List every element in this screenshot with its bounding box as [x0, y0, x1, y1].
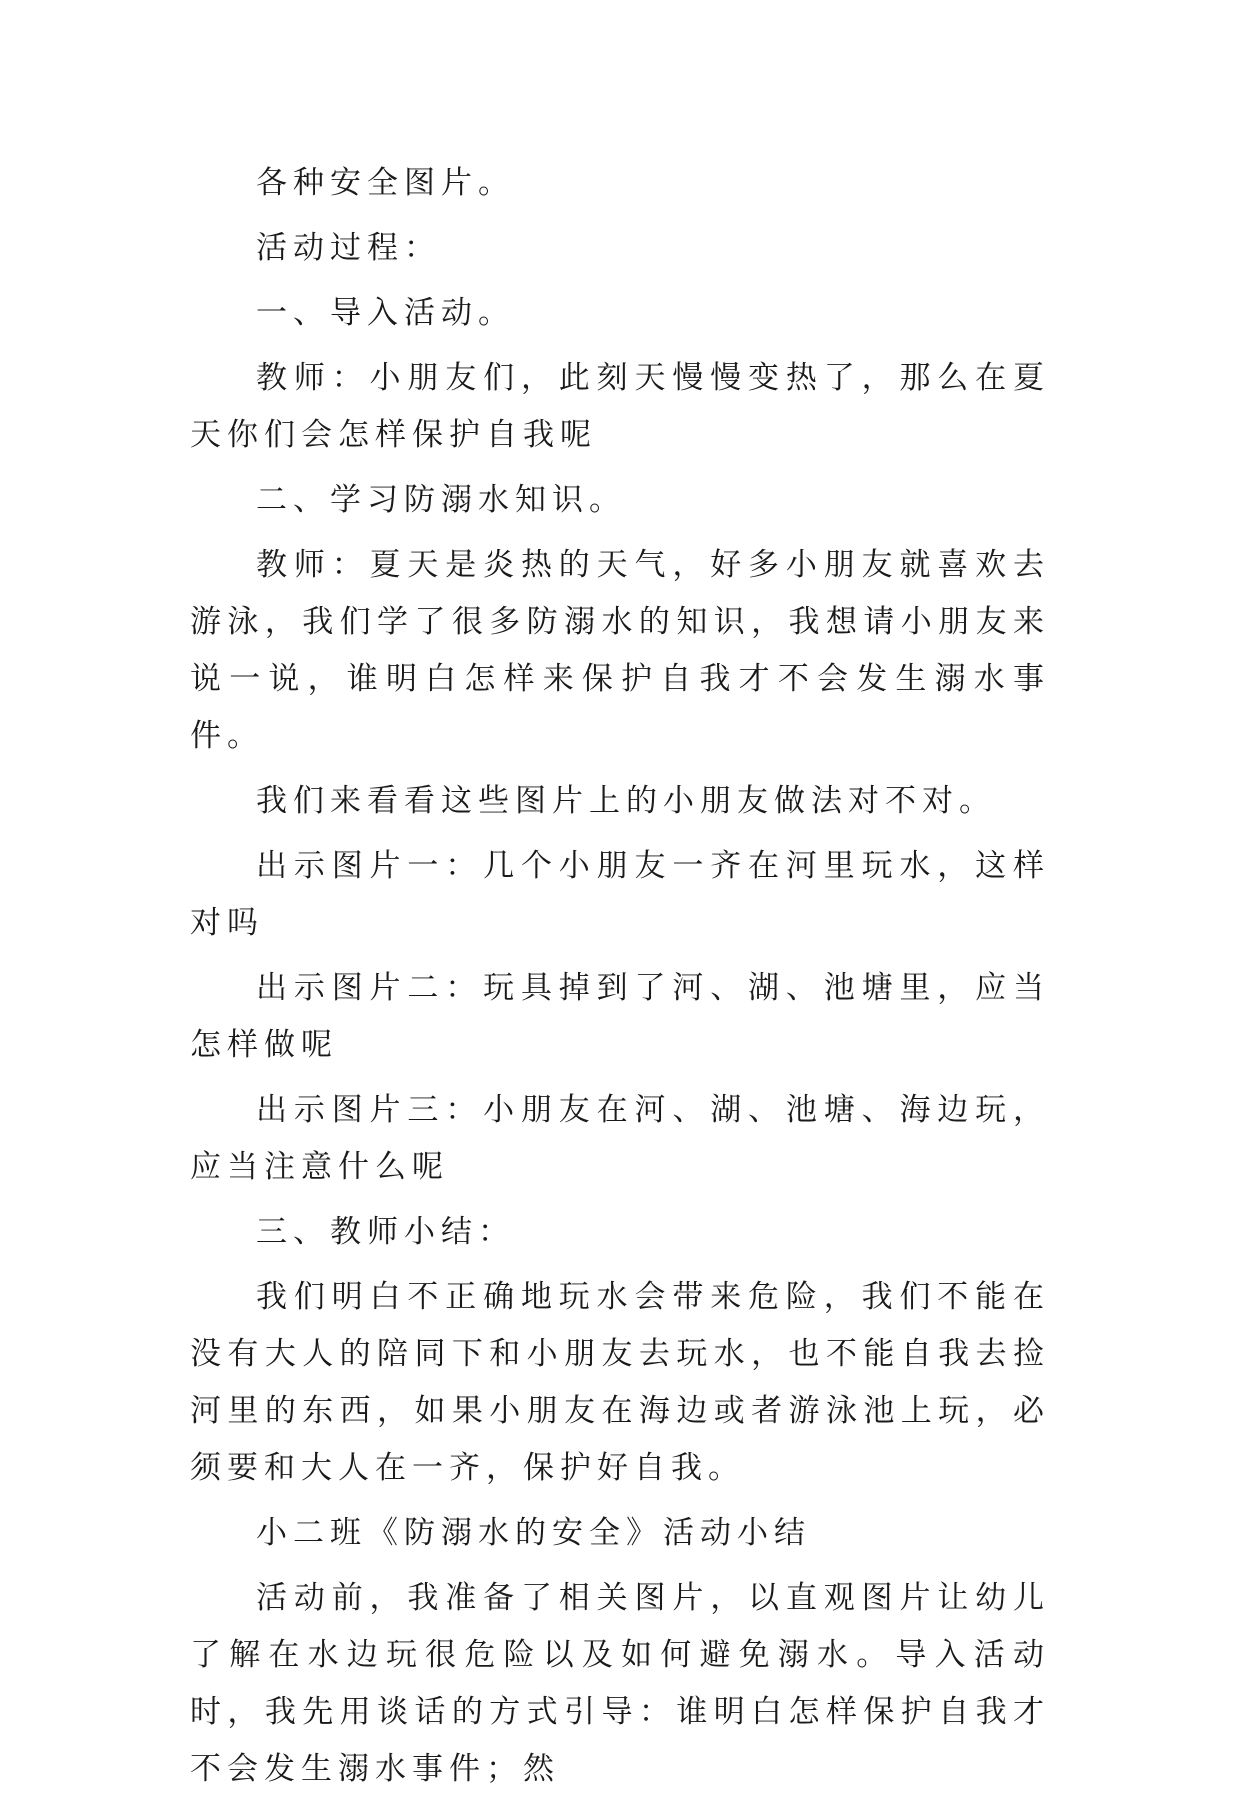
- paragraph-section-two-heading: 二、学习防溺水知识。: [256, 482, 626, 518]
- paragraph-section-one-heading: 一、导入活动。: [256, 295, 515, 331]
- paragraph-teacher-summary: 我们明白不正确地玩水会带来危险，我们不能在没有大人的陪同下和小朋友去玩水，也不能自我去捡河里的东西，如果小朋友在海边或者游泳池上玩，必须要和大人在一齐，保护好自我。: [190, 1279, 1050, 1486]
- paragraph-look-at-pictures: 我们来看看这些图片上的小朋友做法对不对。: [256, 783, 996, 819]
- paragraph-section-three-heading: 三、教师小结：: [256, 1214, 515, 1250]
- paragraph-picture-two: 出示图片二：玩具掉到了河、湖、池塘里，应当怎样做呢: [190, 970, 1050, 1063]
- paragraph-picture-three: 出示图片三：小朋友在河、湖、池塘、海边玩，应当注意什么呢: [190, 1092, 1050, 1185]
- document-page: [190, 155, 1050, 1806]
- paragraph-teacher-intro: 教师：小朋友们，此刻天慢慢变热了，那么在夏天你们会怎样保护自我呢: [190, 360, 1050, 453]
- paragraph-activity-process: 活动过程：: [256, 230, 441, 266]
- paragraph-before-activity: 活动前，我准备了相关图片，以直观图片让幼儿了解在水边玩很危险以及如何避免溺水。导入活动时，我先用谈话的方式引导：谁明白怎样保护自我才不会发生溺水事件；然: [190, 1580, 1050, 1787]
- paragraph-safety-pictures: 各种安全图片。: [256, 165, 515, 201]
- paragraph-summary-title: 小二班《防溺水的安全》活动小结: [256, 1515, 811, 1551]
- paragraph-teacher-summer: 教师：夏天是炎热的天气，好多小朋友就喜欢去游泳，我们学了很多防溺水的知识，我想请小朋友来说一说，谁明白怎样来保护自我才不会发生溺水事件。: [190, 547, 1050, 754]
- paragraph-picture-one: 出示图片一：几个小朋友一齐在河里玩水，这样对吗: [190, 848, 1050, 941]
